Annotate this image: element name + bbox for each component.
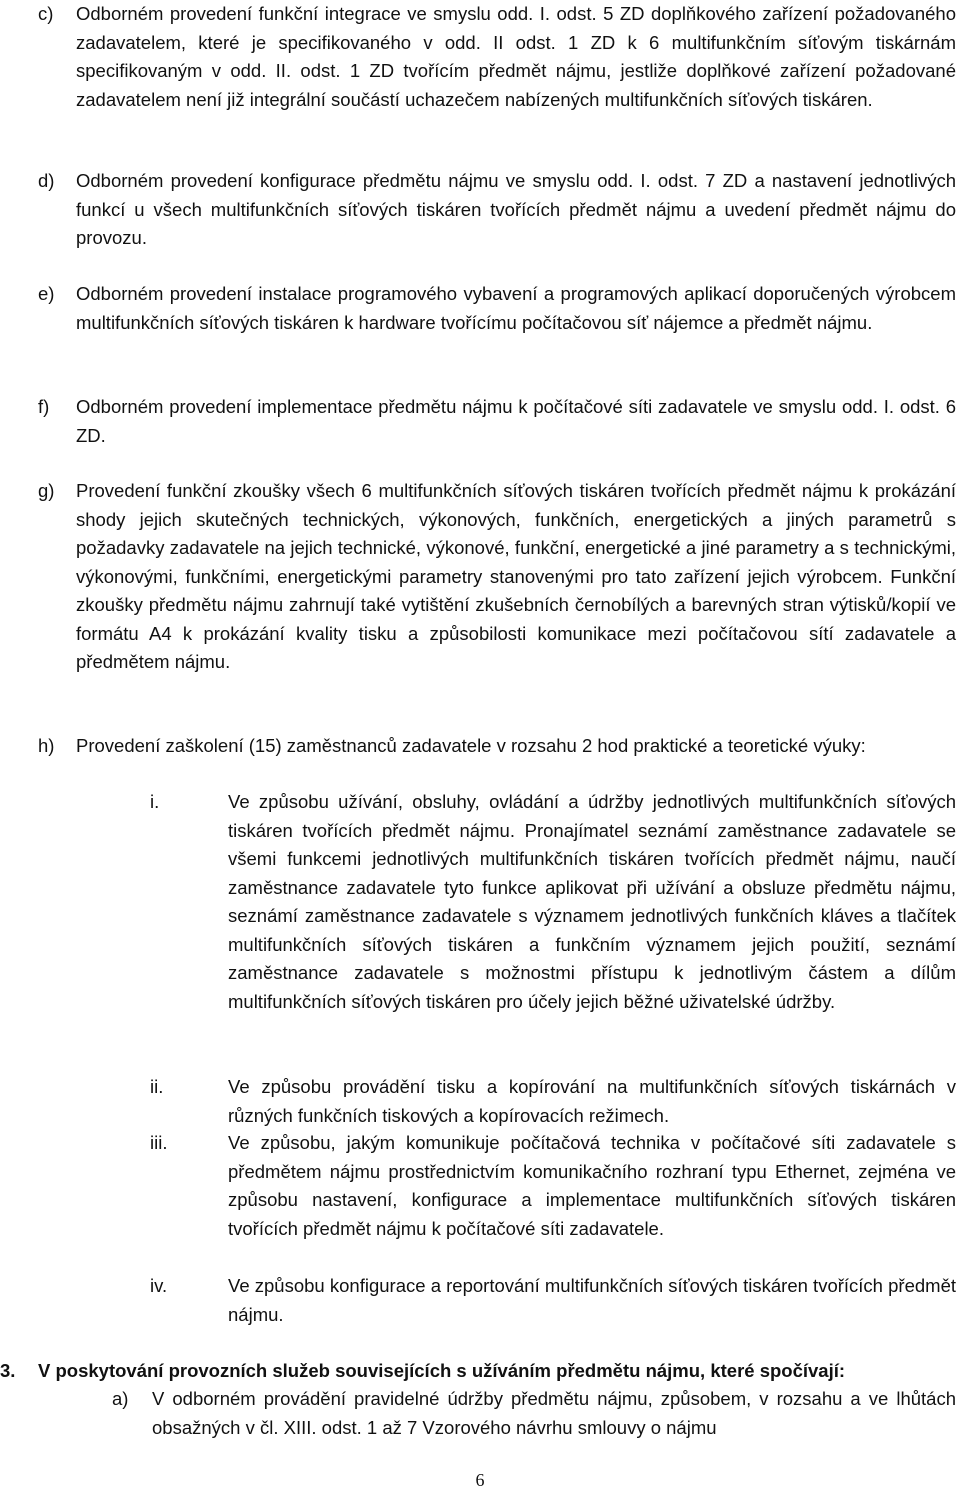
page-number: 6 — [475, 1470, 485, 1490]
item-label: d) — [38, 170, 55, 191]
list-item-h — [38, 732, 956, 761]
section-number: 3. — [0, 1360, 16, 1381]
subitem-text: Ve způsobu užívání, obsluhy, ovládání a údržby jednotlivých multifunkčních síťových tiskáren tvořících předmět nájmu. Pronajímatel seznámí zaměstnance zadavatele se všemi funkcemi jednotlivých multifunkčních tiskáren tvořících předmět nájmu, naučí zaměstnance zadavatele tyto funkce aplikovat při užívání a obsluze předmětu nájmu, seznámí zaměstnance zadavatele s významem jednotlivých funkčních kláves a tlačítek multifunkčních síťových tiskáren a funkčním významem jejich použití, seznámí zaměstnance zadavatele s možnostmi přístupu k jednotlivým částem a dílům multifunkčních síťových tiskáren pro účely jejich běžné uživatelské údržby. — [228, 791, 956, 1012]
item-label: h) — [38, 735, 55, 756]
subitem-label: i. — [150, 791, 160, 812]
section-item-a — [112, 1385, 956, 1442]
section-item-label: a) — [112, 1388, 129, 1409]
list-item-c — [38, 0, 956, 114]
item-label: g) — [38, 480, 55, 501]
section-item-text: V odborném provádění pravidelné údržby předmětu nájmu, způsobem, v rozsahu a ve lhůtách obsažných v čl. XIII. odst. 1 až 7 Vzorového návrhu smlouvy o nájmu — [152, 1388, 956, 1438]
section-title: V poskytování provozních služeb souvisejících s užíváním předmětu nájmu, které spočívají: — [38, 1360, 846, 1381]
list-item-f — [38, 393, 956, 450]
subitem-text: Ve způsobu, jakým komunikuje počítačová technika v počítačové síti zadavatele s předmětem nájmu prostřednictvím komunikačního rozhraní typu Ethernet, zejména ve způsobu nastavení, konfigurace a implementace multifunkčních síťových tiskáren tvořících předmět nájmu k počítačové síti zadavatele. — [228, 1132, 956, 1239]
item-label: e) — [38, 283, 55, 304]
subitem-label: ii. — [150, 1076, 164, 1097]
item-text: Odborném provedení implementace předmětu nájmu k počítačové síti zadavatele ve smyslu odd. I. odst. 6 ZD. — [76, 396, 956, 446]
item-text: Odborném provedení funkční integrace ve smyslu odd. I. odst. 5 ZD doplňkového zařízení požadovaného zadavatelem, které je specifikovaného v odd. II odst. 1 ZD k 6 multifunkčním síťovým tiskárnám specifikovaným v odd. II. odst. 1 ZD tvořícím předmět nájmu, jestliže doplňkové zařízení požadované zadavatelem není již integrální součástí uchazečem nabízených multifunkčních síťových tiskáren. — [76, 3, 956, 110]
sublist-item-i — [150, 788, 956, 1016]
item-text: Provedení funkční zkoušky všech 6 multifunkčních síťových tiskáren tvořících předmět nájmu k prokázání shody jejich skutečných technických, výkonových, funkčních, energetických a jiných parametrů s požadavky zadavatele na jejich technické, výkonové, funkční, energetické a jiné parametry a s technickými, výkonovými, funkčními, energetickými parametry stanovenými pro tato zařízení jejich výrobcem. Funkční zkoušky předmětu nájmu zahrnují také vytištění zkušebních černobílých a barevných stran výtisků/kopií ve formátu A4 k prokázání kvality tisku a způsobilosti komunikace mezi počítačovou sítí zadavatele a předmětem nájmu. — [76, 480, 956, 672]
item-text: Odborném provedení instalace programového vybavení a programových aplikací doporučených výrobcem multifunkčních síťových tiskáren k hardware tvořícímu počítačovou síť nájemce a předmět nájmu. — [76, 283, 956, 333]
item-text: Provedení zaškolení (15) zaměstnanců zadavatele v rozsahu 2 hod praktické a teoretické výuky: — [76, 735, 866, 756]
item-text: Odborném provedení konfigurace předmětu nájmu ve smyslu odd. I. odst. 7 ZD a nastavení jednotlivých funkcí u všech multifunkčních síťových tiskáren tvořících předmět nájmu a uvedení předmět nájmu do provozu. — [76, 170, 956, 248]
subitem-text: Ve způsobu provádění tisku a kopírování na multifunkčních síťových tiskárnách v různých funkčních tiskových a kopírovacích režimech. — [228, 1076, 956, 1126]
item-label: c) — [38, 3, 54, 24]
list-item-d — [38, 167, 956, 253]
sublist-item-ii — [150, 1073, 956, 1130]
list-item-e — [38, 280, 956, 337]
subitem-label: iv. — [150, 1275, 168, 1296]
subitem-label: iii. — [150, 1132, 168, 1153]
list-item-g — [38, 477, 956, 677]
item-label: f) — [38, 396, 50, 417]
sublist-item-iii — [150, 1129, 956, 1243]
section-heading — [0, 1357, 956, 1386]
subitem-text: Ve způsobu konfigurace a reportování multifunkčních síťových tiskáren tvořících předmět nájmu. — [228, 1275, 956, 1325]
sublist-item-iv — [150, 1272, 956, 1329]
